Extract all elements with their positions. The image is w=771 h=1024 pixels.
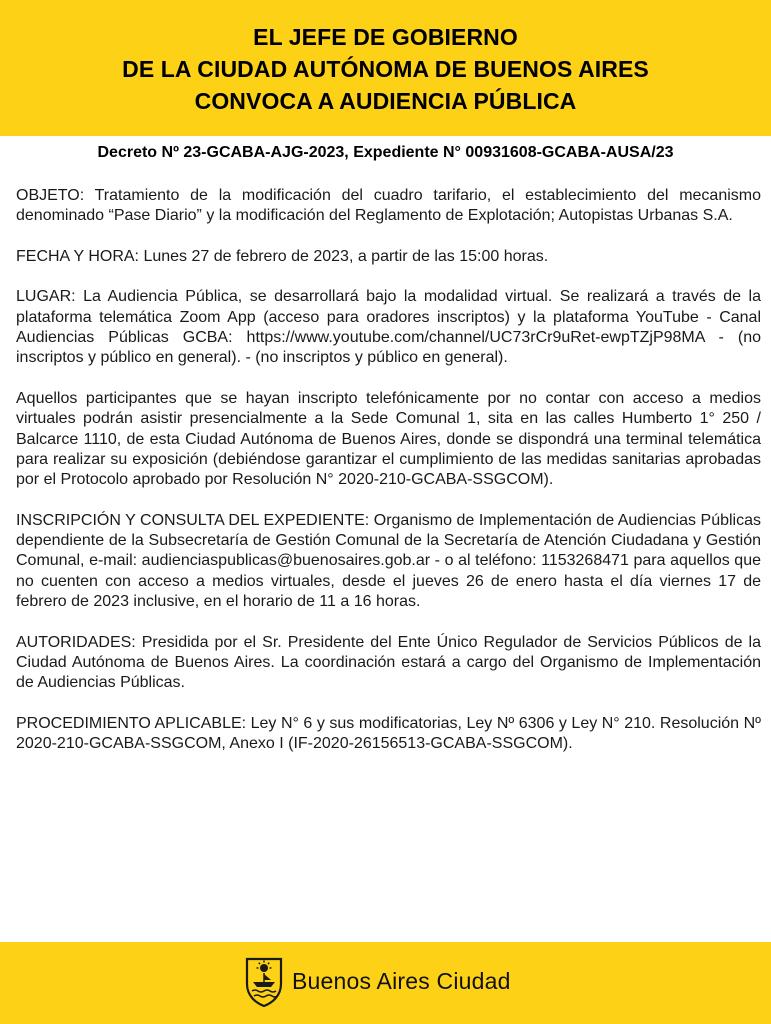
brand-name: Buenos Aires Ciudad [292,968,511,994]
footer-banner [0,942,771,1024]
notice-body [16,186,761,775]
section-procedimiento: PROCEDIMIENTO APLICABLE: Ley N° 6 y sus modificatorias, Ley Nº 6306 y Ley N° 210. Resolución Nº 2020-210-GCABA-SSGCOM, Anexo I (IF-2020-26156513-GCABA-SSGCOM). [16,714,761,753]
header-title-line-2: DE LA CIUDAD AUTÓNOMA DE BUENOS AIRES [122,56,649,82]
section-autoridades: AUTORIDADES: Presidida por el Sr. Presidente del Ente Único Regulador de Servicios Públicos de la Ciudad Autónoma de Buenos Aires. La coordinación estará a cargo del Organismo de Implementación de Audiencias Públicas. [16,633,761,692]
header-title-line-1: EL JEFE DE GOBIERNO [253,24,518,50]
section-lugar: LUGAR: La Audiencia Pública, se desarrollará bajo la modalidad virtual. Se realizará a través de la plataforma telemática Zoom App (acceso para oradores inscriptos) y la plataforma YouTube - Canal Audiencias Públicas GCBA: https://www.youtube.com/channel/UC73rCr9uRet-ewpTZjP98MA - (no inscriptos y público en general). - (no inscriptos y público en general). [16,288,761,367]
section-participantes: Aquellos participantes que se hayan inscripto telefónicamente por no contar con acceso a medios virtuales podrán asistir presencialmente a la Sede Comunal 1, sita en las calles Humberto 1° 250 / Balcarce 1110, de esta Ciudad Autónoma de Buenos Aires, donde se dispondrá una terminal telemática para realizar su exposición (debiéndose garantizar el cumplimiento de las medidas sanitarias aprobadas por el Protocolo aprobado por Resolución N° 2020-210-GCABA-SSGCOM). [16,389,761,489]
section-inscripcion: INSCRIPCIÓN Y CONSULTA DEL EXPEDIENTE: Organismo de Implementación de Audiencias Públicas dependiente de la Subsecretaría de Gestión Comunal de la Secretaría de Atención Ciudadana y Gestión Comunal, e-mail: audienciaspublicas@buenosaires.gob.ar - o al teléfono: 1153268471 para aquellos que no cuenten con acceso a medios virtuales, desde el jueves 26 de enero hasta el día viernes 17 de febrero de 2023 inclusive, en el horario de 11 a 16 horas. [16,511,761,610]
section-objeto: OBJETO: Tratamiento de la modificación del cuadro tarifario, el establecimiento del mecanismo denominado “Pase Diario” y la modificación del Reglamento de Explotación; Autopistas Urbanas S.A. [16,187,761,225]
decreto-reference: Decreto Nº 23-GCABA-AJG-2023, Expediente N° 00931608-GCABA-AUSA/23 [97,144,674,161]
buenos-aires-shield-icon [244,956,284,1008]
header-title-line-3: CONVOCA A AUDIENCIA PÚBLICA [194,88,577,114]
section-fecha-hora: FECHA Y HORA: Lunes 27 de febrero de 2023, a partir de las 15:00 horas. [16,247,549,265]
header-banner [0,0,771,136]
